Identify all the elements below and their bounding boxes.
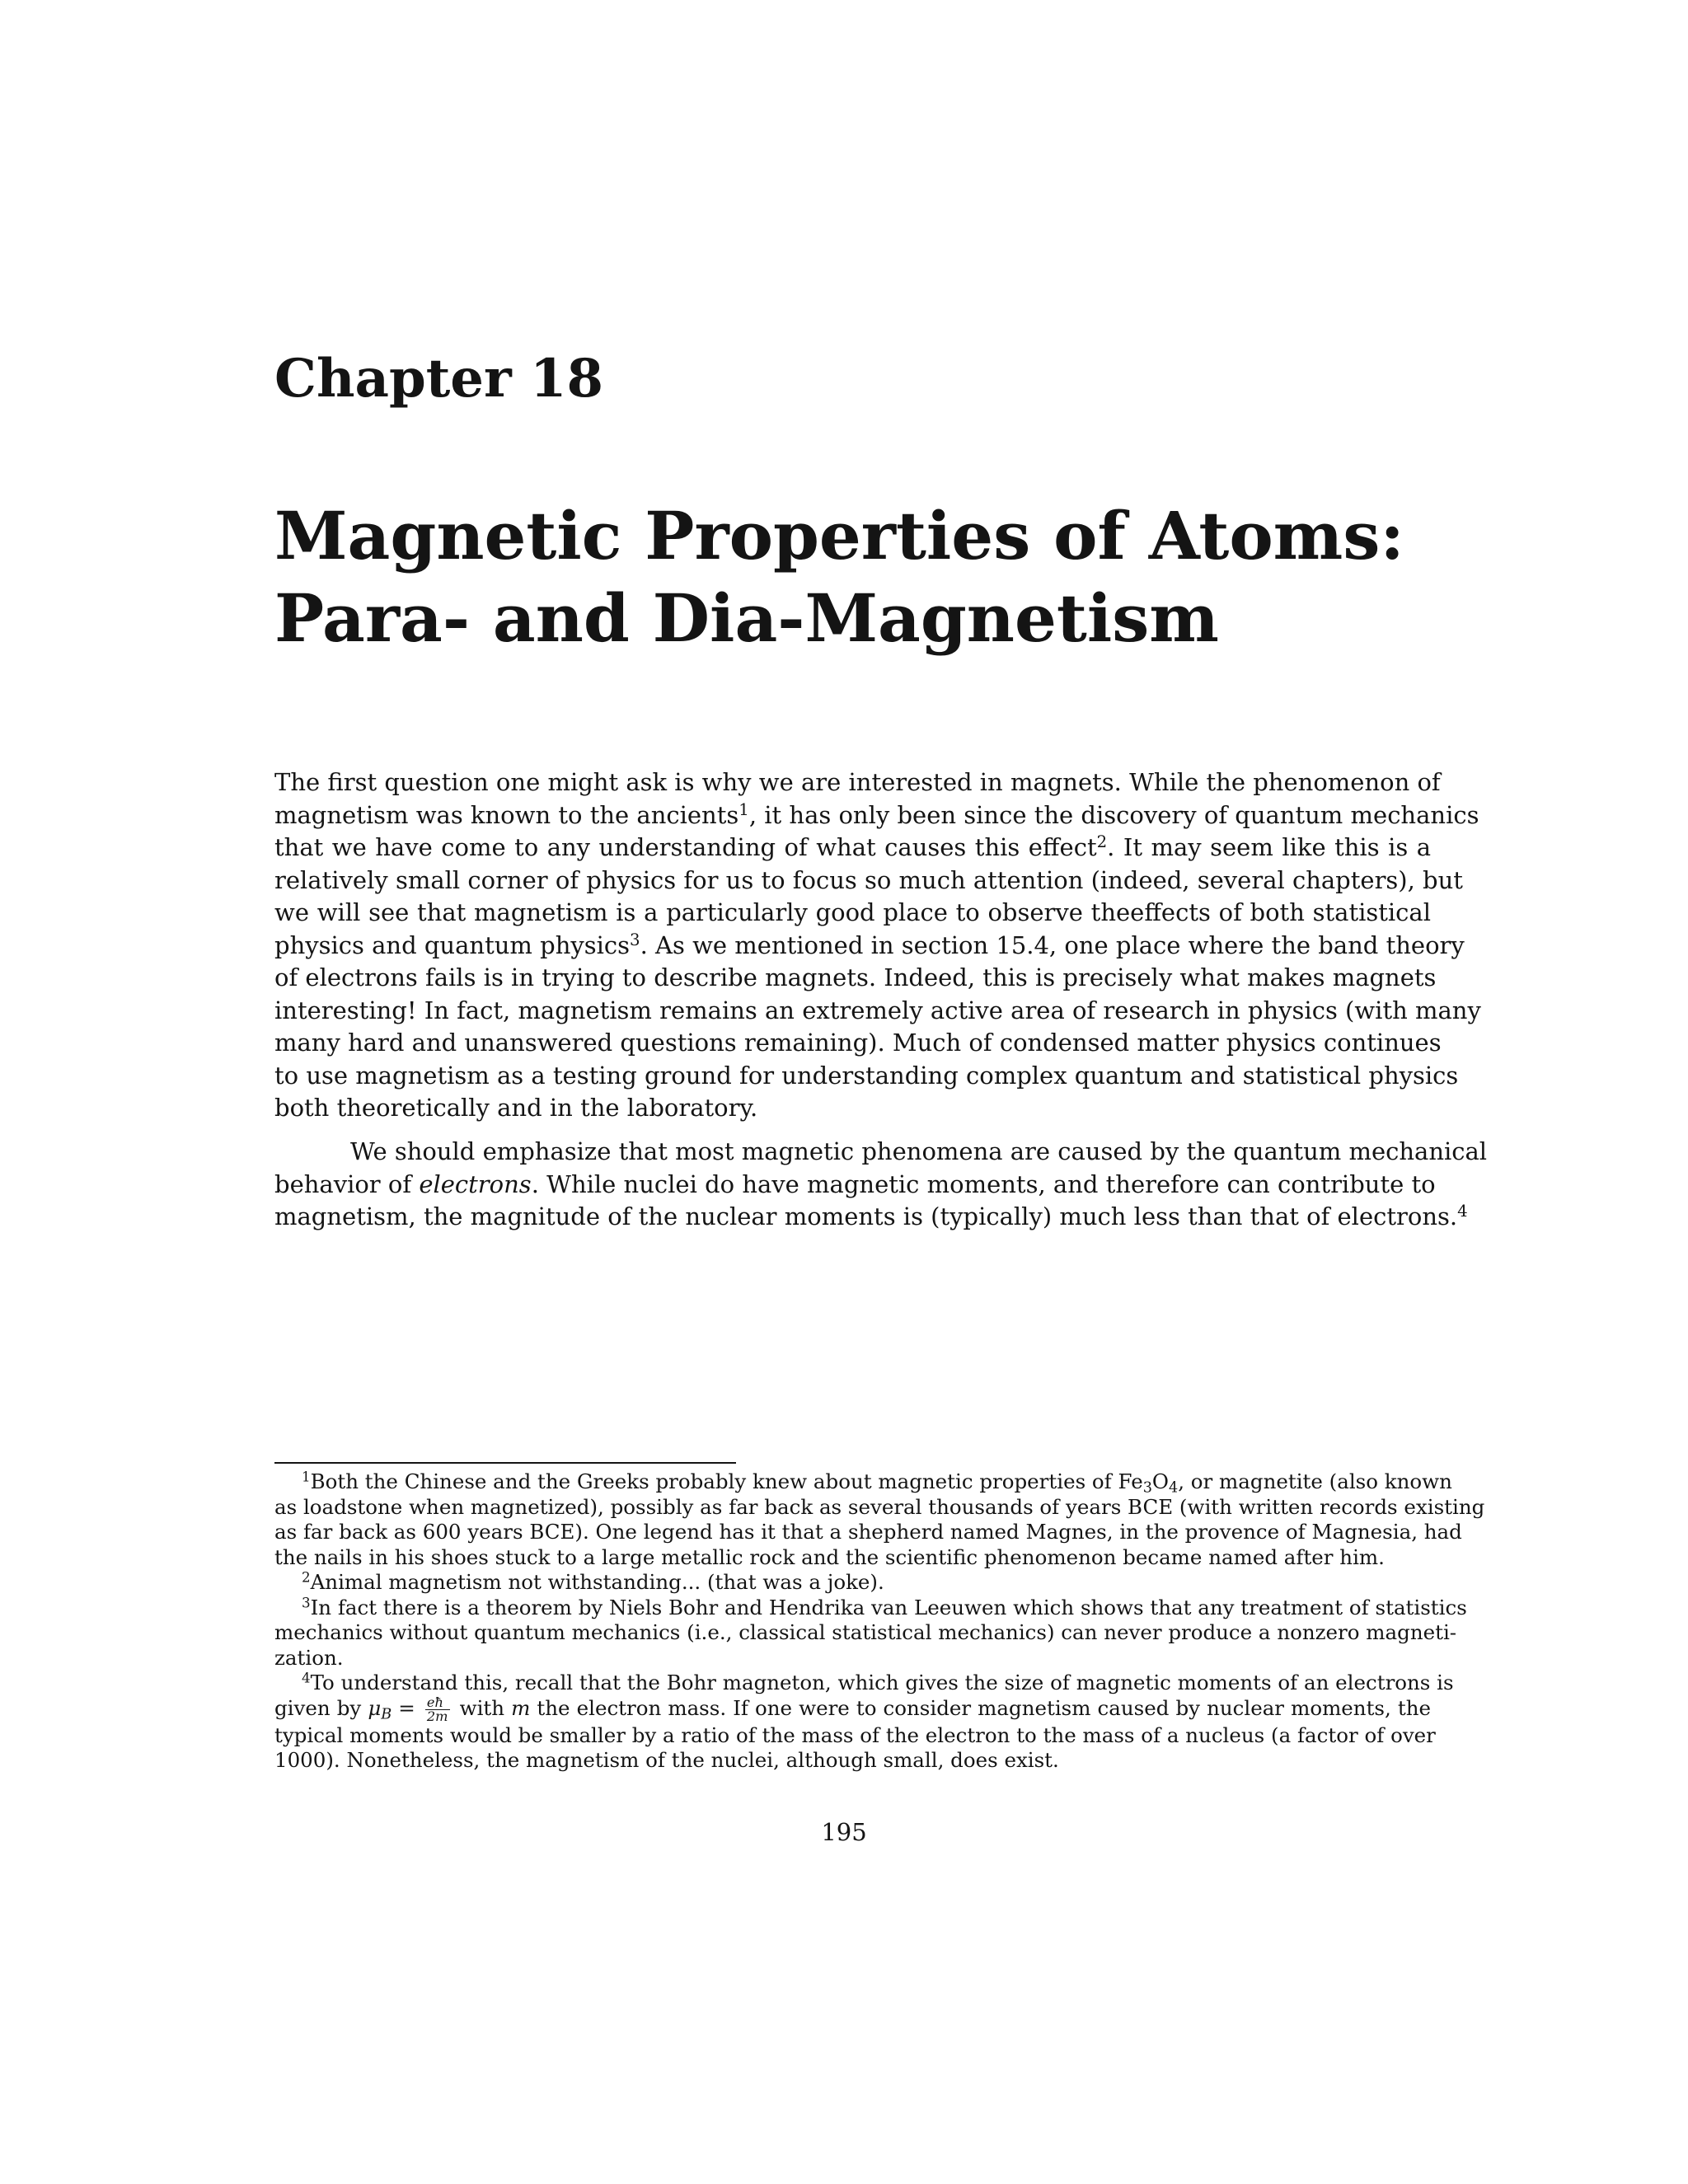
chapter-title-line-2: Para- and Dia-Magnetism — [274, 579, 1219, 657]
footnote-line: given by $\mu_B$ = $\frac{eħ}{2m}$ with m the electron mass. If one were to consider magnetism caused by nuclear moments, the — [274, 1694, 1431, 1724]
footnote-1 — [274, 1469, 1485, 1570]
footnotes — [274, 1469, 1485, 1774]
footnote-line: as loadstone when magnetized), possibly as far back as several thousands of years BCE (with written records existing — [274, 1494, 1485, 1519]
text-line: The first question one might ask is why we are interested in magnets. While the phenomenon of — [274, 768, 1441, 796]
text-line: of electrons fails is in trying to describe magnets. Indeed, this is precisely what makes magnets — [274, 963, 1437, 991]
footnote-divider — [274, 1462, 736, 1464]
footnote-marker-1[interactable]: 1 — [738, 799, 749, 819]
bohr-magneton-symbol: μ — [368, 1695, 382, 1720]
electrons-paragraph — [274, 1136, 1488, 1234]
text-line: magnetism, the magnitude of the nuclear moments is (typically) much less than that of electrons.$^4$ — [274, 1202, 1468, 1230]
footnote-2 — [274, 1570, 1431, 1596]
text-line: behavior of electrons. While nuclei do have magnetic moments, and therefore can contribute to — [274, 1169, 1436, 1198]
page-number: 195 — [821, 1818, 867, 1846]
text-line: that we have come to any understanding of what causes this effect$^2$. It may seem like this is a — [274, 832, 1432, 861]
footnote-line: as far back as 600 years BCE). One legend has it that a shepherd named Magnes, in the provence of Magnesia, had — [274, 1520, 1462, 1544]
footnote-line: $^4$To understand this, recall that the Bohr magneton, which gives the size of magnetic moments of an electrons is — [302, 1670, 1454, 1694]
footnote-3 — [274, 1595, 1467, 1671]
footnote-line: the nails in his shoes stuck to a large metallic rock and the scientific phenomenon became named after him. — [274, 1544, 1385, 1569]
footnote-marker-4[interactable]: 4 — [1457, 1202, 1468, 1221]
text-line: both theoretically and in the laboratory. — [274, 1094, 758, 1122]
bohr-magneton-fraction: $\frac{eħ}{2m}$ — [426, 1694, 448, 1724]
footnote-line: $^1$Both the Chinese and the Greeks probably knew about magnetic properties of $Fe_3O_4$, or magnetite (also known — [302, 1469, 1452, 1497]
footnote-4 — [274, 1670, 1454, 1774]
footnote-line: zation. — [274, 1645, 344, 1670]
text-line: to use magnetism as a testing ground for understanding complex quantum and statistical physics — [274, 1061, 1459, 1090]
intro-paragraph — [274, 766, 1481, 1125]
footnote-line: $^2$Animal magnetism not withstanding... (that was a joke). — [302, 1569, 884, 1594]
footnote-line: typical moments would be smaller by a ratio of the mass of the electron to the mass of a nucleus (a factor of over — [274, 1722, 1436, 1747]
text-line: many hard and unanswered questions remaining). Much of condensed matter physics continues — [274, 1029, 1442, 1057]
text-line: relatively small corner of physics for us to focus so much attention (indeed, several chapters), but — [274, 865, 1463, 894]
footnote-line: $^3$In fact there is a theorem by Niels Bohr and Hendrika van Leeuwen which shows that any treatment of statistics — [302, 1595, 1467, 1619]
chapter-title-line-1: Magnetic Properties of Atoms: — [274, 497, 1404, 574]
text-line: magnetism was known to the ancients$^1$, it has only been since the discovery of quantum mechanics — [274, 799, 1479, 829]
emphasis-electrons: electrons — [419, 1169, 532, 1198]
text-line: We should emphasize that most magnetic phenomena are caused by the quantum mechanical — [350, 1137, 1488, 1165]
chapter-title — [274, 494, 1404, 659]
text-line: interesting! In fact, magnetism remains an extremely active area of research in physics (with many — [274, 996, 1481, 1024]
chapter-label: Chapter 18 — [274, 348, 604, 410]
text-line: we will see that magnetism is a particularly good place to observe theeffects of both statistical — [274, 898, 1431, 926]
footnote-line: mechanics without quantum mechanics (i.e., classical statistical mechanics) can never produce a nonzero magneti- — [274, 1620, 1457, 1644]
footnote-line: 1000). Nonetheless, the magnetism of the nuclei, although small, does exist. — [274, 1748, 1059, 1773]
footnote-marker-3[interactable]: 3 — [630, 930, 640, 949]
text-line: physics and quantum physics$^3$. As we mentioned in section 15.4, one place where the band theory — [274, 930, 1465, 959]
footnote-marker-2[interactable]: 2 — [1096, 832, 1108, 852]
